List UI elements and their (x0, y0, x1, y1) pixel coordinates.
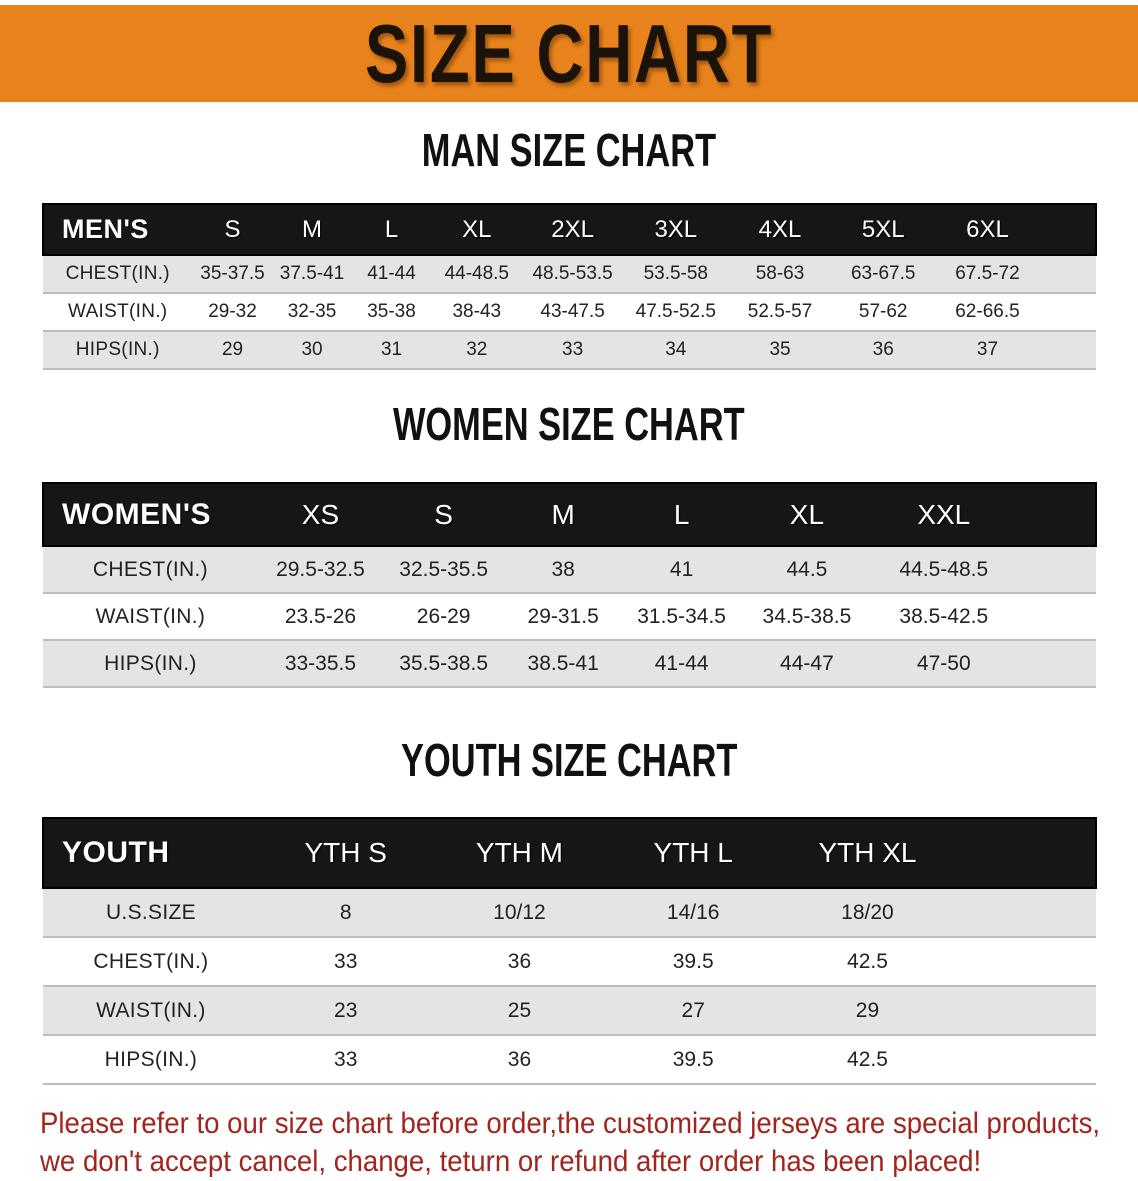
youth-size-chart-title-text: YOUTH SIZE CHART (400, 735, 738, 787)
measurement-value: 38.5-42.5 (899, 604, 989, 628)
measurement-value: 58-63 (755, 263, 805, 284)
measurement-value: 36 (507, 1047, 532, 1071)
measurement-label: U.S.SIZE (105, 900, 196, 924)
measurement-value: 47.5-52.5 (635, 301, 716, 322)
measurement-value: 42.5 (847, 1047, 888, 1071)
measurement-label: HIPS(IN.) (75, 339, 160, 360)
man-size-chart-title (0, 125, 1138, 181)
measurement-value: 31.5-34.5 (637, 604, 726, 628)
measurement-value: 63-67.5 (850, 263, 916, 284)
row-filler (1015, 593, 1096, 640)
size-column-header: M (551, 498, 575, 530)
man-size-section (0, 125, 1138, 370)
size-column-header: 4XL (758, 215, 802, 243)
measurement-value: 33 (334, 949, 358, 973)
table-header-row (43, 483, 1096, 546)
size-column-header: 2XL (551, 215, 594, 243)
table-row (43, 640, 1096, 687)
size-column-header: XL (462, 215, 492, 243)
measurement-value: 10/12 (493, 900, 546, 924)
table-row (43, 937, 1096, 986)
measurement-label: CHEST(IN.) (65, 263, 170, 284)
measurement-value: 23 (334, 998, 358, 1022)
table-row (43, 888, 1096, 937)
measurement-value: 35-37.5 (200, 263, 265, 284)
measurement-value: 35.5-38.5 (399, 651, 489, 675)
measurement-value: 36 (507, 949, 532, 973)
measurement-value: 29-32 (208, 301, 257, 322)
measurement-value: 34 (665, 339, 687, 360)
row-filler (1015, 546, 1096, 593)
table-header-row (43, 204, 1096, 255)
measurement-label: CHEST(IN.) (93, 949, 209, 973)
disclaimer-line-1: Please refer to our size chart before order,the customized jerseys are special products, (40, 1107, 1101, 1140)
measurement-value: 29 (855, 998, 880, 1022)
measurement-value: 43-47.5 (540, 301, 605, 322)
measurement-value: 32 (466, 339, 488, 360)
size-column-header: S (434, 498, 453, 530)
size-column-header: 5XL (861, 215, 905, 243)
measurement-value: 32-35 (287, 301, 337, 322)
measurement-value: 18/20 (841, 900, 894, 924)
measurement-value: 39.5 (672, 1047, 714, 1071)
size-column-header: M (302, 215, 323, 243)
measurement-value: 38-43 (452, 301, 502, 322)
table-row (43, 331, 1096, 369)
row-filler (955, 888, 1096, 937)
measurement-value: 38 (551, 557, 575, 581)
banner-title: SIZE CHART (364, 7, 774, 100)
row-filler (1040, 293, 1096, 331)
measurement-value: 27 (681, 998, 705, 1022)
measurement-value: 8 (339, 900, 352, 924)
measurement-value: 37 (976, 339, 999, 360)
measurement-value: 52.5-57 (747, 301, 813, 322)
size-column-header: L (673, 498, 690, 530)
table-row (43, 593, 1096, 640)
table-header-row (43, 818, 1096, 888)
header-filler (955, 818, 1096, 888)
row-filler (955, 1035, 1096, 1084)
measurement-label: WAIST(IN.) (95, 604, 206, 628)
measurement-value: 53.5-58 (643, 263, 709, 284)
table-group-label: WOMEN'S (62, 497, 211, 531)
size-column-header: 3XL (654, 215, 698, 243)
measurement-value: 47-50 (916, 651, 971, 675)
measurement-value: 44.5 (786, 557, 828, 581)
header-filler (1015, 483, 1096, 546)
youth-size-table (42, 817, 1097, 1085)
measurement-value: 25 (507, 998, 532, 1022)
measurement-value: 34.5-38.5 (762, 604, 852, 628)
measurement-label: HIPS(IN.) (104, 651, 197, 675)
size-column-header: L (384, 215, 399, 243)
header-filler (1040, 204, 1096, 255)
measurement-value: 36 (872, 339, 894, 360)
size-column-header: 6XL (966, 215, 1009, 243)
youth-size-chart-title (0, 735, 1138, 791)
measurement-value: 35-38 (367, 301, 416, 322)
row-filler (955, 937, 1096, 986)
disclaimer (40, 1105, 1138, 1181)
measurement-value: 44-48.5 (444, 263, 510, 284)
measurement-label: HIPS(IN.) (104, 1047, 198, 1071)
measurement-value: 32.5-35.5 (399, 557, 489, 581)
measurement-value: 29.5-32.5 (276, 557, 365, 581)
measurement-value: 41-44 (367, 263, 416, 284)
youth-size-section (0, 735, 1138, 1085)
measurement-value: 23.5-26 (284, 604, 357, 628)
measurement-value: 42.5 (847, 949, 888, 973)
measurement-value: 41-44 (654, 651, 709, 675)
women-size-section (0, 399, 1138, 688)
size-column-header: XL (789, 498, 825, 530)
measurement-value: 39.5 (672, 949, 714, 973)
size-chart-banner (0, 5, 1138, 102)
measurement-value: 37.5-41 (279, 263, 345, 284)
measurement-value: 14/16 (666, 900, 720, 924)
size-column-header: YTH S (304, 837, 387, 868)
table-row (43, 546, 1096, 593)
measurement-value: 30 (301, 339, 323, 360)
women-size-chart-title-text: WOMEN SIZE CHART (393, 399, 745, 451)
measurement-value: 29-31.5 (527, 604, 599, 628)
row-filler (955, 986, 1096, 1035)
women-size-chart-title (0, 399, 1138, 455)
size-column-header: YTH M (475, 837, 564, 868)
measurement-label: CHEST(IN.) (92, 557, 208, 581)
measurement-value: 62-66.5 (955, 301, 1020, 322)
measurement-value: 57-62 (858, 301, 908, 322)
measurement-value: 33 (562, 339, 584, 360)
measurement-value: 38.5-41 (527, 651, 599, 675)
size-column-header: YTH XL (818, 837, 917, 868)
size-column-header: XXL (917, 498, 971, 530)
size-column-header: XS (301, 498, 340, 530)
table-row (43, 986, 1096, 1035)
womens-size-table (42, 482, 1097, 688)
measurement-label: WAIST(IN.) (68, 301, 168, 322)
table-row (43, 255, 1096, 293)
man-size-chart-title-text: MAN SIZE CHART (421, 125, 717, 177)
measurement-value: 44.5-48.5 (899, 557, 989, 581)
measurement-value: 31 (380, 339, 403, 360)
measurement-value: 35 (769, 339, 791, 360)
measurement-value: 44-47 (780, 651, 834, 675)
size-column-header: S (224, 215, 241, 243)
measurement-value: 26-29 (416, 604, 471, 628)
measurement-value: 41 (669, 557, 694, 581)
table-row (43, 1035, 1096, 1084)
table-group-label: MEN'S (62, 214, 149, 244)
measurement-value: 33 (334, 1047, 358, 1071)
mens-size-table (42, 203, 1097, 370)
measurement-value: 29 (221, 339, 244, 360)
measurement-value: 48.5-53.5 (532, 263, 613, 284)
row-filler (1040, 255, 1096, 293)
measurement-value: 33-35.5 (284, 651, 357, 675)
size-column-header: YTH L (653, 837, 733, 868)
row-filler (1015, 640, 1096, 687)
table-row (43, 293, 1096, 331)
measurement-value: 67.5-72 (955, 263, 1020, 284)
table-group-label: YOUTH (62, 836, 170, 869)
measurement-label: WAIST(IN.) (96, 998, 206, 1022)
row-filler (1040, 331, 1096, 369)
disclaimer-line-2: we don't accept cancel, change, teturn or refund after order has been placed! (40, 1145, 982, 1178)
